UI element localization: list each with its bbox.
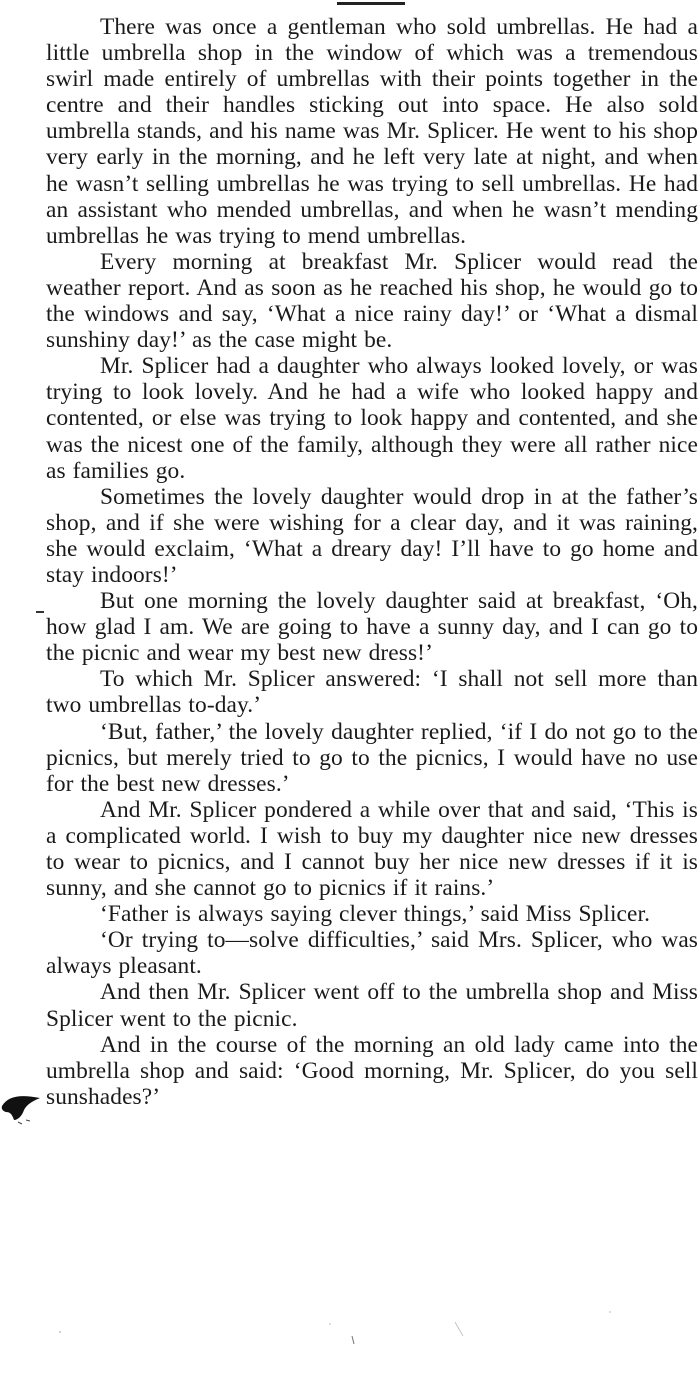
paragraph-3: Mr. Splicer had a daughter who always looked lovely, or was trying to look lovely. And he had a wife who looked happy and contented, or else was trying to look happy and contented, and she was the nicest one of the family, although they were all rather nice as families go. <box>46 353 698 484</box>
paragraph-4: Sometimes the lovely daughter would drop in at the father’s shop, and if she were wishing for a clear day, and it was raining, she would exclaim, ‘What a dreary day! I’ll have to go home and stay indoors!’ <box>46 483 698 588</box>
paragraph-7: ‘But, father,’ the lovely daughter replied, ‘if I do not go to the picnics, but merely tried to go to the picnics, I would have no use for the best new dresses.’ <box>46 718 698 797</box>
story-text <box>46 14 698 1110</box>
top-rule <box>337 2 405 5</box>
paragraph-2: Every morning at breakfast Mr. Splicer would read the weather report. And as soon as he reached his shop, he would go to the windows and say, ‘What a nice rainy day!’ or ‘What a dismal sunshiny day!’ as the case might be. <box>46 248 698 354</box>
paragraph-12: And in the course of the morning an old lady came into the umbrella shop and said: ‘Good morning, Mr. Splicer, do you sell sunshades?’ <box>46 1031 698 1110</box>
paragraph-5: But one morning the lovely daughter said at breakfast, ‘Oh, how glad I am. We are going to have a sunny day, and I can go to the picnic and wear my best new dress!’ <box>46 588 698 667</box>
paragraph-11: And then Mr. Splicer went off to the umbrella shop and Miss Splicer went to the picnic. <box>46 979 698 1032</box>
paragraph-1: There was once a gentleman who sold umbrellas. He had a little umbrella shop in the window of which was a tremendous swirl made entirely of umbrellas with their points together in the centre and their handles sticking out into space. He also sold umbrella stands, and his name was Mr. Splicer. He went to his shop very early in the morning, and he left very late at night, and when he wasn’t selling umbrellas he was trying to sell umbrellas. He had an assistant who mended umbrellas, and when he wasn’t mending umbrellas he was trying to mend umbrellas. <box>46 14 698 249</box>
paragraph-6: To which Mr. Splicer answered: ‘I shall not sell more than two umbrellas to-day.’ <box>46 666 698 719</box>
paragraph-10: ‘Or trying to—solve difficulties,’ said Mrs. Splicer, who was always pleasant. <box>46 927 698 980</box>
margin-dash-mark <box>36 611 44 613</box>
ink-smudge-icon <box>0 1090 44 1126</box>
paragraph-9: ‘Father is always saying clever things,’ said Miss Splicer. <box>100 901 651 928</box>
paragraph-8: And Mr. Splicer pondered a while over that and said, ‘This is a complicated world. I wish to buy my daughter nice new dresses to wear to picnics, and I cannot buy her nice new dresses if it is sunny, and she cannot go to picnics if it rains.’ <box>46 796 698 902</box>
paper-specks <box>0 1300 700 1377</box>
